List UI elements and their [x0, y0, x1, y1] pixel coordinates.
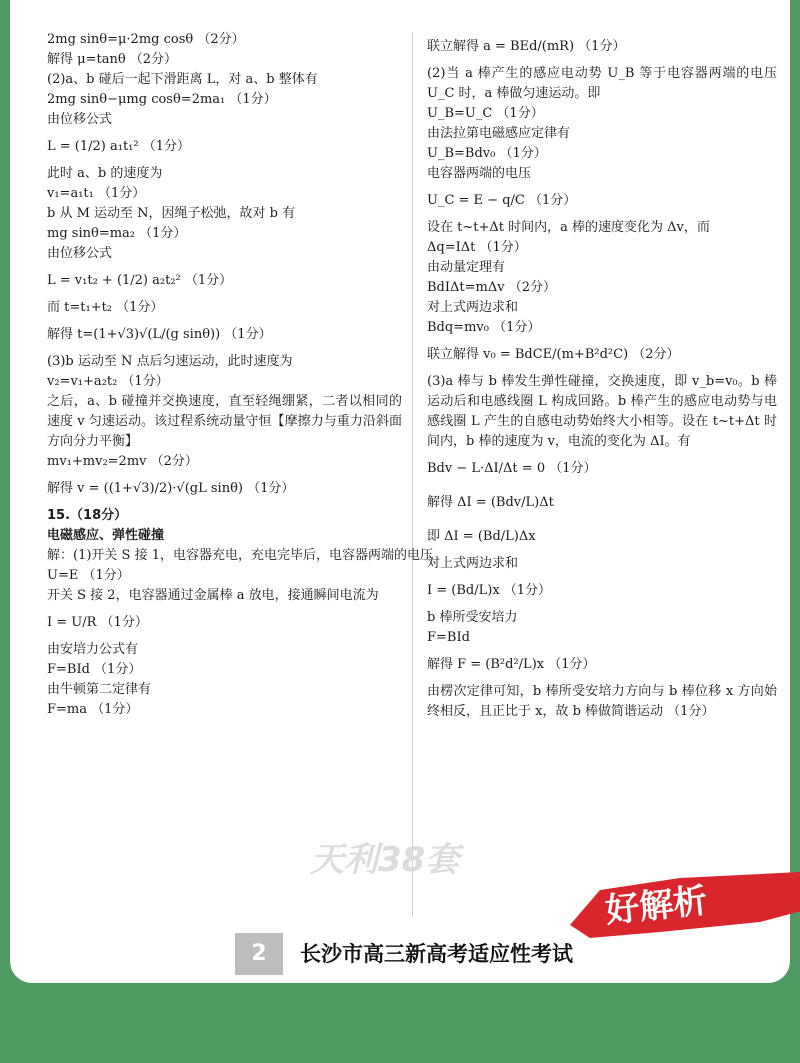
exam-title: 长沙市高三新高考适应性考试: [300, 941, 573, 966]
equation-line: I = U/R （1分）: [47, 615, 148, 630]
column-divider: [412, 32, 413, 917]
equation-line: mv₁+mv₂=2mv （2分）: [47, 454, 198, 469]
equation-line: 2mg sinθ=μ·2mg cosθ （2分）: [47, 32, 245, 47]
text-paragraph: (2)当 a 棒产生的感应电动势 U_B 等于电容器两端的电压 U_C 时，a 棒做匀速运动。即: [427, 66, 777, 101]
text-line: (3)b 运动至 N 点后匀速运动，此时速度为: [47, 354, 293, 369]
text-line: b 从 M 运动至 N，因绳子松弛，故对 b 有: [47, 206, 296, 221]
text-paragraph: 之后，a、b 碰撞并交换速度，直至轻绳绷紧，二者以相同的速度 v 匀速运动。该过程系统动量守恒【摩擦力与重力沿斜面方向分力平衡】: [47, 394, 402, 449]
text-paragraph: (3)a 棒与 b 棒发生弹性碰撞，交换速度，即 v_b=v₀。b 棒运动后和电感线圈 L 构成回路。b 棒产生的感应电动势与电感线圈 L 产生的自感电动势始终大小相等。设在 t~t+Δt 时间内，b 棒的速度为 v，电流的变化为 ΔI。有: [427, 374, 777, 449]
text-line: 解：(1)开关 S 接 1，电容器充电，充电完毕后，电容器两端的电压: [47, 548, 433, 563]
equation-line: 即 ΔI = (Bd/L)Δx: [427, 529, 536, 544]
equation-line: U_C = E − q/C （1分）: [427, 193, 577, 208]
text-line: 由动量定理有: [427, 260, 506, 275]
text-line: b 棒所受安培力: [427, 610, 518, 625]
text-line: (2)a、b 碰后一起下滑距离 L，对 a、b 整体有: [47, 72, 318, 87]
answer-sheet: [10, 0, 790, 983]
left-column: [47, 30, 433, 720]
equation-line: 联立解得 a = BEd/(mR) （1分）: [427, 39, 626, 54]
question-heading: 15.（18分）: [47, 508, 128, 523]
equation-line: F=BId （1分）: [47, 662, 142, 677]
text-line: 对上式两边求和: [427, 300, 519, 315]
text-line: 由位移公式: [47, 246, 113, 261]
equation-line: v₂=v₁+a₂t₂ （1分）: [47, 374, 169, 389]
banner-label: 好解析: [603, 880, 710, 932]
page-number: 2: [235, 933, 283, 975]
text-line: 电容器两端的电压: [427, 166, 532, 181]
watermark-logo: [310, 832, 510, 912]
equation-line: L = v₁t₂ + (1/2) a₂t₂² （1分）: [47, 273, 233, 288]
equation-line: 解得 μ=tanθ （2分）: [47, 52, 178, 67]
text-line: 由位移公式: [47, 112, 113, 127]
equation-line: v₁=a₁t₁ （1分）: [47, 186, 146, 201]
equation-line: Bdv − L·ΔI/Δt = 0 （1分）: [427, 461, 597, 476]
text-line: 由安培力公式有: [47, 642, 139, 657]
equation-line: 2mg sinθ−μmg cosθ=2ma₁ （1分）: [47, 92, 277, 107]
equation-line: 解得 ΔI = (Bdv/L)Δt: [427, 495, 554, 510]
right-column: [427, 30, 777, 722]
equation-line: I = (Bd/L)x （1分）: [427, 583, 552, 598]
text-line: 此时 a、b 的速度为: [47, 166, 163, 181]
text-line: 由牛顿第二定律有: [47, 682, 152, 697]
equation-line: U_B=U_C （1分）: [427, 106, 544, 121]
equation-line: U=E （1分）: [47, 568, 130, 583]
text-line: 对上式两边求和: [427, 556, 519, 571]
equation-line: 解得 v = ((1+√3)/2)·√(gL sinθ) （1分）: [47, 481, 295, 496]
equation-line: 而 t=t₁+t₂ （1分）: [47, 300, 164, 315]
equation-line: L = (1/2) a₁t₁² （1分）: [47, 139, 191, 154]
text-paragraph: 由楞次定律可知，b 棒所受安培力方向与 b 棒位移 x 方向始终相反，且正比于 x，故 b 棒做简谐运动 （1分）: [427, 684, 777, 719]
equation-line: F=ma （1分）: [47, 702, 139, 717]
text-line: 开关 S 接 2，电容器通过金属棒 a 放电，接通瞬间电流为: [47, 588, 379, 603]
equation-line: Bdq=mv₀ （1分）: [427, 320, 541, 335]
equation-line: F=BId: [427, 630, 470, 645]
topic-heading: 电磁感应、弹性碰撞: [47, 528, 165, 543]
equation-line: 解得 F = (B²d²/L)x （1分）: [427, 657, 596, 672]
equation-line: 联立解得 v₀ = BdCE/(m+B²d²C) （2分）: [427, 347, 680, 362]
equation-line: U_B=Bdv₀ （1分）: [427, 146, 547, 161]
text-line: 由法拉第电磁感应定律有: [427, 126, 571, 141]
text-line: 设在 t~t+Δt 时间内，a 棒的速度变化为 Δv，而: [427, 220, 710, 235]
equation-line: BdIΔt=mΔv （2分）: [427, 280, 556, 295]
equation-line: Δq=IΔt （1分）: [427, 240, 527, 255]
equation-line: 解得 t=(1+√3)√(L/(g sinθ)) （1分）: [47, 327, 272, 342]
equation-line: mg sinθ=ma₂ （1分）: [47, 226, 187, 241]
watermark-text: 天利38套: [310, 840, 460, 880]
